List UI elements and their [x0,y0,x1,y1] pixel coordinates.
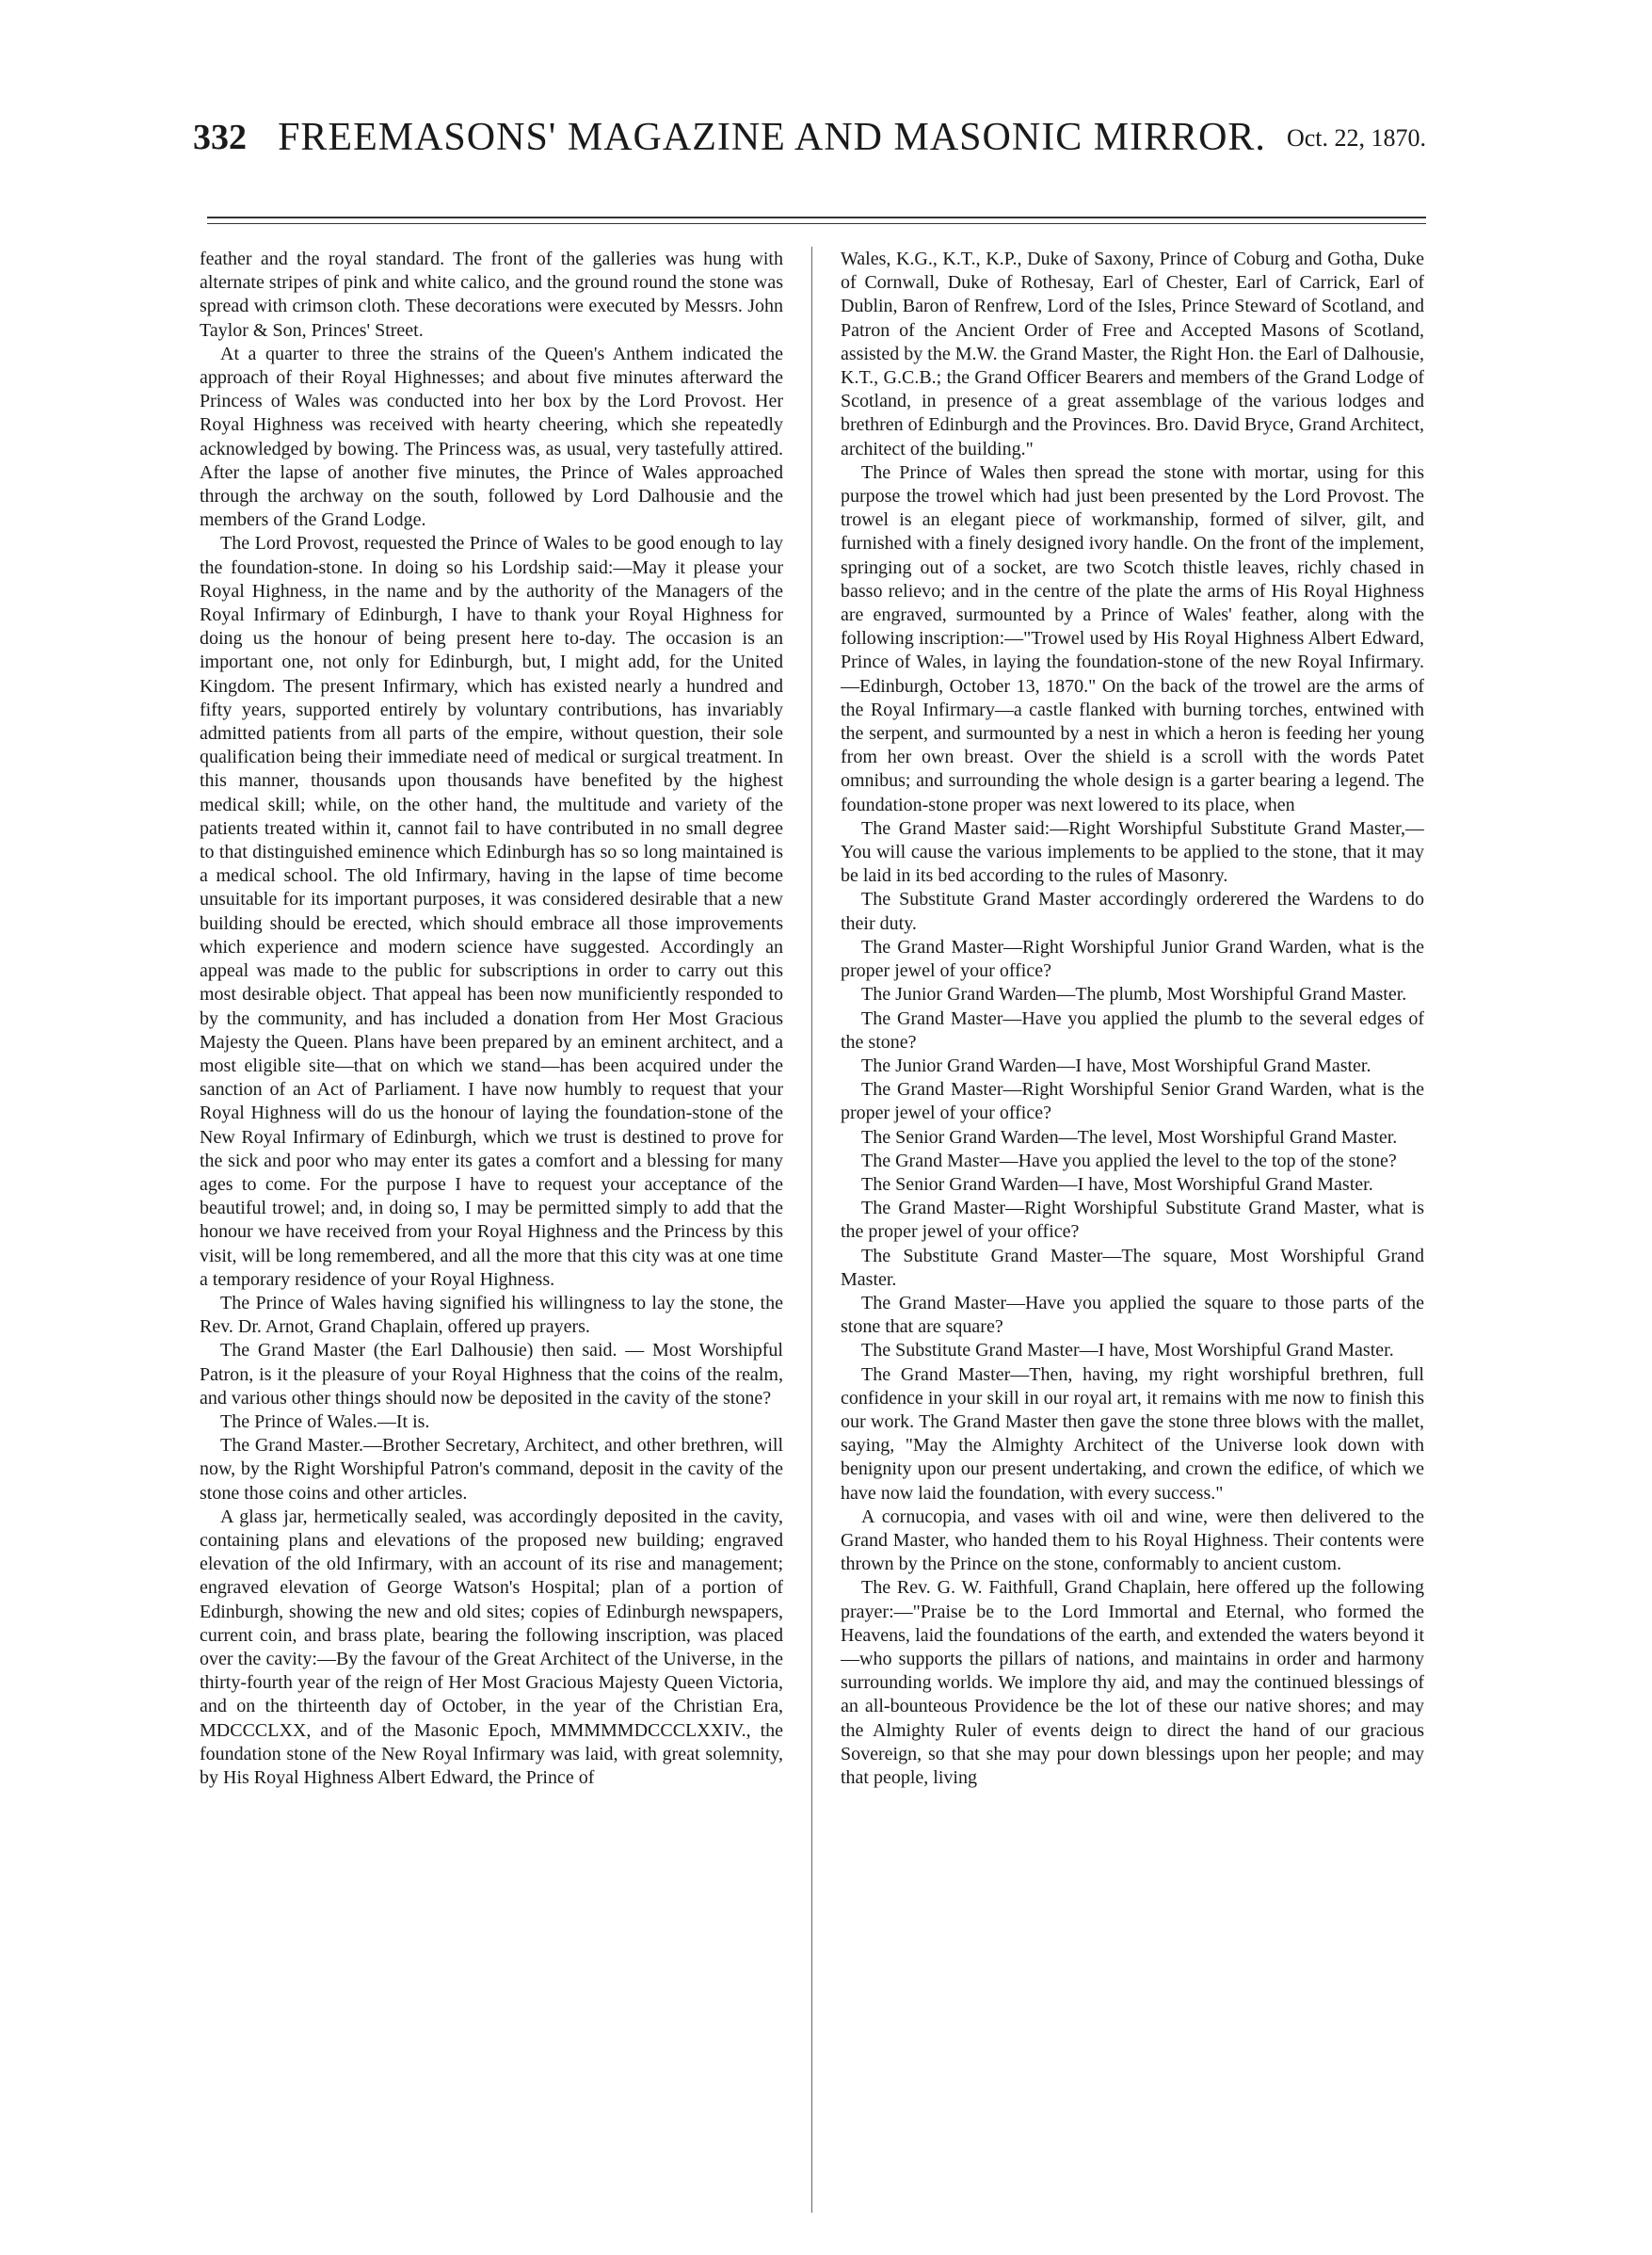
paragraph: Wales, K.G., K.T., K.P., Duke of Saxony, Prince of Coburg and Gotha, Duke of Cornwall, Duke of Rothesay, Earl of Chester, Earl of Carrick, Earl of Dublin, Baron of Renfrew, Lord of the Isles, Prince Steward of Scotland, and Patron of the Ancient Order of Free and Accepted Masons of Scotland, assisted by the M.W. the Grand Master, the Right Hon. the Earl of Dalhousie, K.T., G.C.B.; the Grand Officer Bearers and members of the Grand Lodge of Scotland, in presence of a great assemblage of the various lodges and brethren of Edinburgh and the Provinces. Bro. David Bryce, Grand Architect, architect of the building." [841,249,1424,459]
paragraph: The Grand Master—Have you applied the square to those parts of the stone that are square? [841,1292,1424,1338]
paragraph: The Senior Grand Warden—The level, Most Worshipful Grand Master. [861,1126,1398,1148]
paragraph: At a quarter to three the strains of the Queen's Anthem indicated the approach of their Royal Highnesses; and about five minutes afterward the Princess of Wales was conducted into her box by the Lord Provost. Her Royal Highness was received with hearty cheering, which she repeatedly acknowledged by bowing. The Princess was, as usual, very tastefully attired. After the lapse of another five minutes, the Prince of Wales approached through the archway on the south, followed by Lord Dalhousie and the members of the Grand Lodge. [200,343,783,531]
paragraph: feather and the royal standard. The front of the galleries was hung with alternate stripes of pink and white calico, and the ground round the stone was spread with crimson cloth. These decorations were executed by Messrs. John Taylor & Son, Princes' Street. [200,249,783,341]
paragraph: The Grand Master—Right Worshipful Senior Grand Warden, what is the proper jewel of your office? [841,1079,1424,1124]
paragraph: The Substitute Grand Master—I have, Most Worshipful Grand Master. [861,1340,1394,1361]
paragraph: The Prince of Wales then spread the stone with mortar, using for this purpose the trowel which had just been presented by the Lord Provost. The trowel is an elegant piece of workmanship, formed of silver, gilt, and furnished with a finely designed ivory handle. On the front of the implement, springing out of a socket, are two Scotch thistle leaves, richly chased in basso relievo; and in the centre of the plate the arms of His Royal Highness are engraved, surmounted by a Prince of Wales' feather, along with the following inscription:—"Trowel used by His Royal Highness Albert Edward, Prince of Wales, in laying the foundation-stone of the new Royal Infirmary.—Edinburgh, October 13, 1870." On the back of the trowel are the arms of the Royal Infirmary—a castle flanked with burning torches, entwined with the serpent, and surmounted by a nest in which a heron is feeding her young from her own breast. Over the shield is a scroll with the words Patet omnibus; and surrounding the whole design is a garter bearing a legend. The foundation-stone proper was next lowered to its place, when [841,461,1424,815]
paragraph: The Junior Grand Warden—I have, Most Worshipful Grand Master. [861,1055,1371,1076]
paragraph: A cornucopia, and vases with oil and wine, were then delivered to the Grand Master, who handed them to his Royal Highness. Their contents were thrown by the Prince on the stone, conformably to ancient custom. [841,1506,1424,1575]
masthead-title: FREEMASONS' MAGAZINE AND MASONIC MIRROR. [278,116,1266,159]
paragraph: The Grand Master—Have you applied the level to the top of the stone? [861,1150,1397,1171]
paragraph: The Substitute Grand Master—The square, Most Worshipful Grand Master. [841,1245,1424,1290]
paragraph: The Grand Master—Then, having, my right worshipful brethren, full confidence in your skill in our royal art, it remains with me now to finish this our work. The Grand Master then gave the stone three blows with the mallet, saying, "May the Almighty Architect of the Universe look down with benignity upon our present undertaking, and crown the edifice, of which we have now laid the foundation, with every success." [841,1363,1424,1504]
column-divider [811,247,812,2213]
paragraph: A glass jar, hermetically sealed, was accordingly deposited in the cavity, containing plans and elevations of the proposed new building; engraved elevation of the old Infirmary, with an account of its rise and management; engraved elevation of George Watson's Hospital; plan of a portion of Edinburgh, showing the new and old sites; copies of Edinburgh newspapers, current coin, and brass plate, bearing the following inscription, was placed over the cavity:—By the favour of the Great Architect of the Universe, in the thirty-fourth year of the reign of Her Most Gracious Majesty Queen Victoria, and on the thirteenth day of October, in the year of the Christian Era, MDCCCLXX, and of the Masonic Epoch, MMMMMDCCCLXXIV., the foundation stone of the New Royal Infirmary was laid, with great solemnity, by His Royal Highness Albert Edward, the Prince of [200,1506,783,1788]
paragraph: The Lord Provost, requested the Prince of Wales to be good enough to lay the foundation-stone. In doing so his Lordship said:—May it please your Royal Highness, in the name and by the authority of the Managers of the Royal Infirmary of Edinburgh, I have to thank your Royal Highness for doing us the honour of being present here to-day. The occasion is an important one, not only for Edinburgh, but, I might add, for the United Kingdom. The present Infirmary, which has existed nearly a hundred and fifty years, supported entirely by voluntary contributions, has invariably admitted patients from all parts of the empire, without question, their sole qualification being their immediate need of medical or surgical treatment. In this manner, thousands upon thousands have benefited by the highest medical skill; while, on the other hand, the multitude and variety of the patients treated within it, cannot fail to have contributed in no small degree to that distinguished eminence which Edinburgh has so so long maintained is a medical school. The old Infirmary, having in the lapse of time become unsuitable for its important purposes, it was considered desirable that a new building should be erected, which should embrace all those improvements which experience and modern science have suggested. Accordingly an appeal was made to the public for subscriptions in order to carry out this most desirable object. That appeal has been now munificiently responded to by the community, and has included a donation from Her Most Gracious Majesty the Queen. Plans have been prepared by an eminent architect, and a most eligible site—that on which we stand—has been acquired under the sanction of an Act of Parliament. I have now humbly to request that your Royal Highness will do us the honour of laying the foundation-stone of the New Royal Infirmary of Edinburgh, which we trust is destined to prove for the sick and poor who may enter its gates a comfort and a blessing for many ages to come. For the purpose I have to request your acceptance of the beautiful trowel; and, in doing so, I may be permitted simply to add that the honour we have received from your Royal Highness and the Princess by this visit, will be long remembered, and all the more that this city was at one time a temporary residence of your Royal Highness. [200,533,783,1290]
header-rule-thick [207,217,1426,218]
paragraph: The Rev. G. W. Faithfull, Grand Chaplain, here offered up the following prayer:—"Praise be to the Lord Immortal and Eternal, who formed the Heavens, laid the foundations of the earth, and extended the waters beyond it—who supports the pillars of nations, and maintains in order and harmony surrounding worlds. We implore thy aid, and may the continued blessings of an all-bounteous Providence be the lot of these our native shores; and may the Almighty Ruler of events deign to direct the hand of our gracious Sovereign, so that she may pour down blessings upon her people; and may that people, living [841,1577,1424,1788]
header-rule-thin [207,223,1426,224]
paragraph: The Prince of Wales having signified his willingness to lay the stone, the Rev. Dr. Arnot, Grand Chaplain, offered up prayers. [200,1292,783,1338]
paragraph: The Grand Master (the Earl Dalhousie) then said. — Most Worshipful Patron, is it the pleasure of your Royal Highness that the coins of the realm, and various other things should now be deposited in the cavity of the stone? [200,1340,783,1409]
paragraph: The Junior Grand Warden—The plumb, Most Worshipful Grand Master. [861,984,1407,1006]
right-column [841,248,1424,2215]
paragraph: The Grand Master.—Brother Secretary, Architect, and other brethren, will now, by the Right Worshipful Patron's command, deposit in the cavity of the stone those coins and other articles. [200,1435,783,1504]
issue-date: Oct. 22, 1870. [1286,124,1426,152]
paragraph: The Grand Master—Right Worshipful Substitute Grand Master, what is the proper jewel of your office? [841,1198,1424,1243]
paragraph: The Grand Master—Have you applied the plumb to the several edges of the stone? [841,1007,1424,1053]
paragraph: The Senior Grand Warden—I have, Most Worshipful Grand Master. [861,1173,1373,1195]
page-number: 332 [193,118,247,157]
paragraph: The Grand Master said:—Right Worshipful Substitute Grand Master,—You will cause the various implements to be applied to the stone, that it may be laid in its bed according to the rules of Masonry. [841,817,1424,887]
paragraph: The Grand Master—Right Worshipful Junior Grand Warden, what is the proper jewel of your office? [841,936,1424,982]
paragraph: The Prince of Wales.—It is. [220,1410,430,1432]
left-column [200,248,783,2215]
paragraph: The Substitute Grand Master accordingly orderered the Wardens to do their duty. [841,889,1424,934]
page-header [193,113,1426,169]
